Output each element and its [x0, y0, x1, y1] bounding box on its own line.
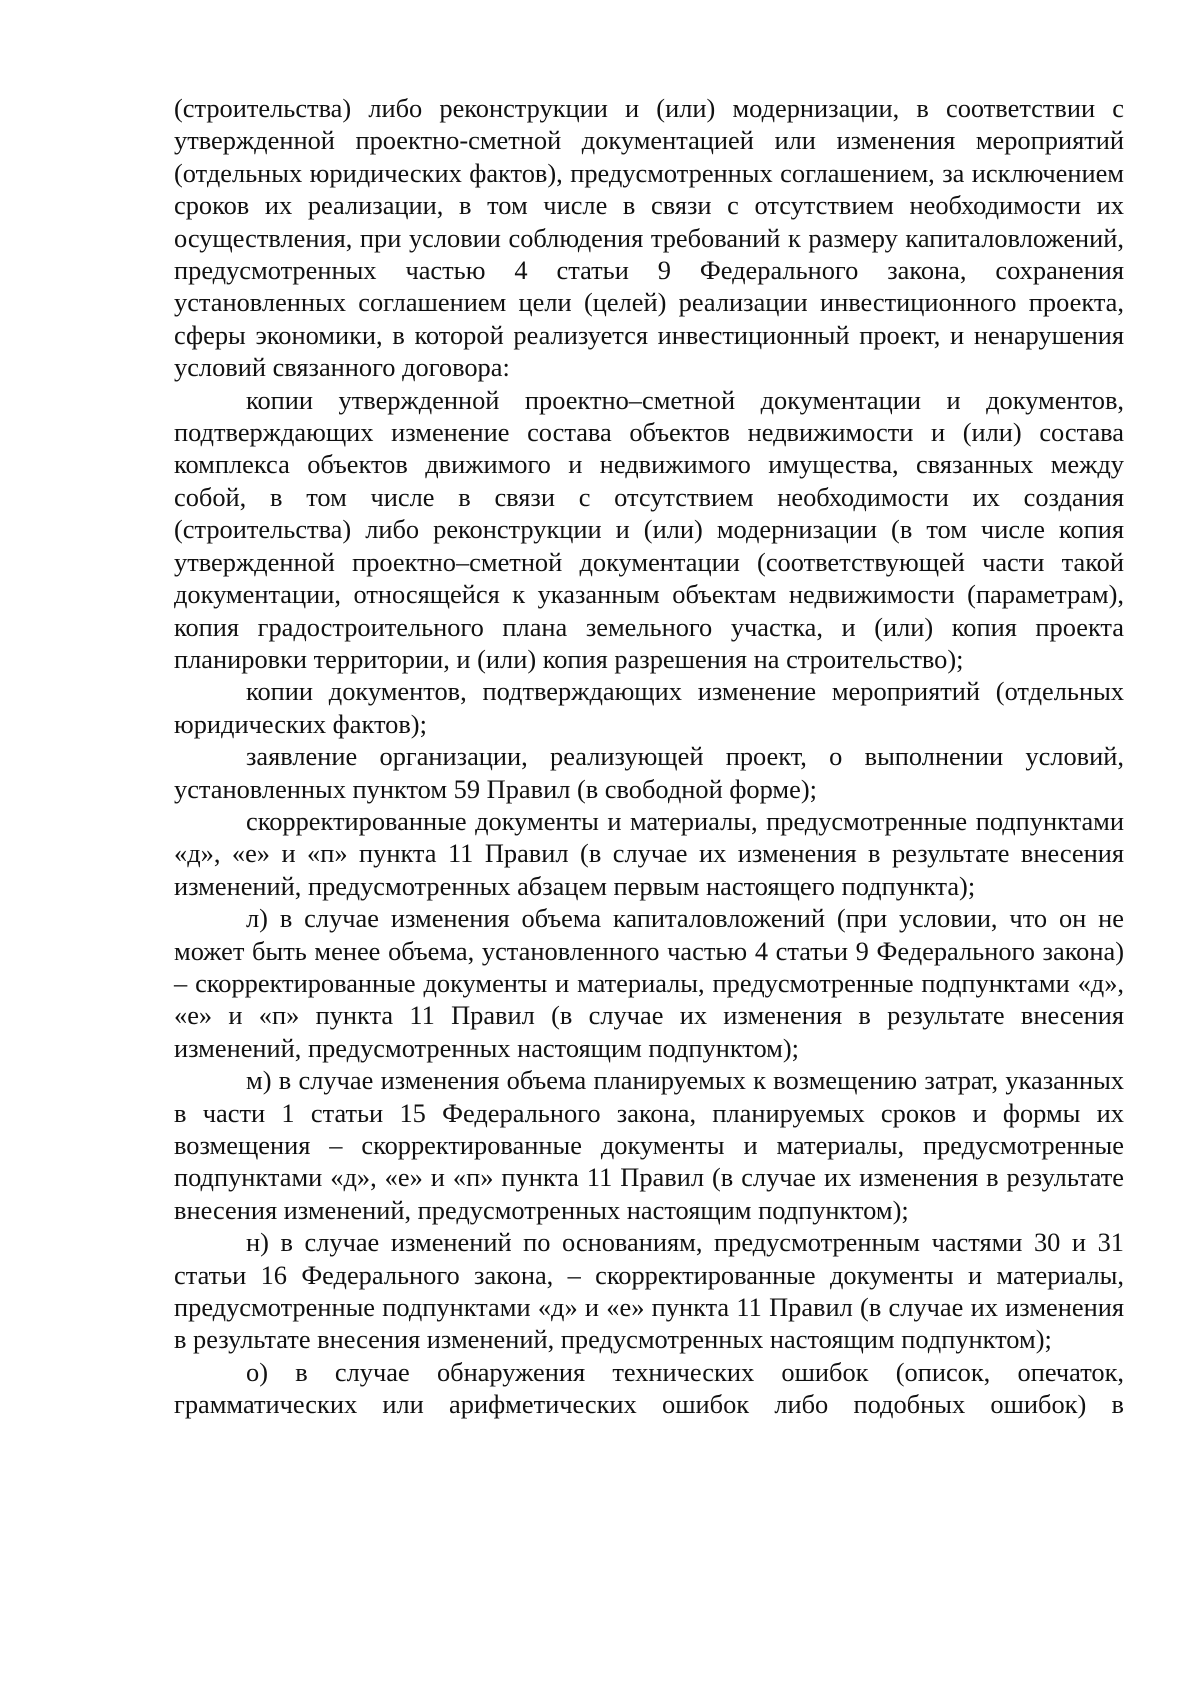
paragraph-design-docs-copies: копии утвержденной проектно–сметной документации и документов, подтверждающих изменение состава объектов недвижимости и (или) состава комплекса объектов движимого и недвижимого имущества, связанных между собой, в том числе в связи с отсутствием необходимости их создания (строительства) либо реконструкции и (или) модернизации (в том числе копия утвержденной проектно–сметной документации (соответствующей части такой документации, относящейся к указанным объектам недвижимости (параметрам), копия градостроительного плана земельного участка, и (или) копия проекта планировки территории, и (или) копия разрешения на строительство); [174, 384, 1124, 674]
document-page [174, 92, 1124, 1421]
paragraph-item-m: м) в случае изменения объема планируемых к возмещению затрат, указанных в части 1 статьи 15 Федерального закона, планируемых сроков и формы их возмещения – скорректированные документы и материалы, предусмотренные подпунктами «д», «е» и «п» пункта 11 Правил (в случае их изменения в результате внесения изменений, предусмотренных настоящим подпунктом); [174, 1065, 1124, 1225]
paragraph-measures-docs-copies: копии документов, подтверждающих изменение мероприятий (отдельных юридических фактов); [174, 676, 1124, 739]
paragraph-item-n: н) в случае изменений по основаниям, предусмотренным частями 30 и 31 статьи 16 Федерального закона, – скорректированные документы и материалы, предусмотренные подпунктами «д» и «е» пункта 11 Правил (в случае их изменения в результате внесения изменений, предусмотренных настоящим подпунктом); [174, 1227, 1124, 1355]
paragraph-item-o: о) в случае обнаружения технических ошибок (описок, опечаток, грамматических или арифметических ошибок либо подобных ошибок) в [174, 1356, 1124, 1420]
paragraph-organization-statement: заявление организации, реализующей проект, о выполнении условий, установленных пунктом 59 Правил (в свободной форме); [174, 741, 1124, 804]
paragraph-continuation: (строительства) либо реконструкции и (или) модернизации, в соответствии с утвержденной проектно-сметной документацией или изменения мероприятий (отдельных юридических фактов), предусмотренных соглашением, за исключением сроков их реализации, в том числе в связи с отсутствием необходимости их осуществления, при условии соблюдения требований к размеру капиталовложений, предусмотренных частью 4 статьи 9 Федерального закона, сохранения установленных соглашением цели (целей) реализации инвестиционного проекта, сферы экономики, в которой реализуется инвестиционный проект, и ненарушения условий связанного договора: [174, 93, 1124, 383]
paragraph-corrected-docs: скорректированные документы и материалы, предусмотренные подпунктами «д», «е» и «п» пункта 11 Правил (в случае их изменения в результате внесения изменений, предусмотренных абзацем первым настоящего подпункта); [174, 805, 1124, 901]
paragraph-item-l: л) в случае изменения объема капиталовложений (при условии, что он не может быть менее объема, установленного частью 4 статьи 9 Федерального закона) – скорректированные документы и материалы, предусмотренные подпунктами «д», «е» и «п» пункта 11 Правил (в случае их изменения в результате внесения изменений, предусмотренных настоящим подпунктом); [174, 903, 1124, 1063]
